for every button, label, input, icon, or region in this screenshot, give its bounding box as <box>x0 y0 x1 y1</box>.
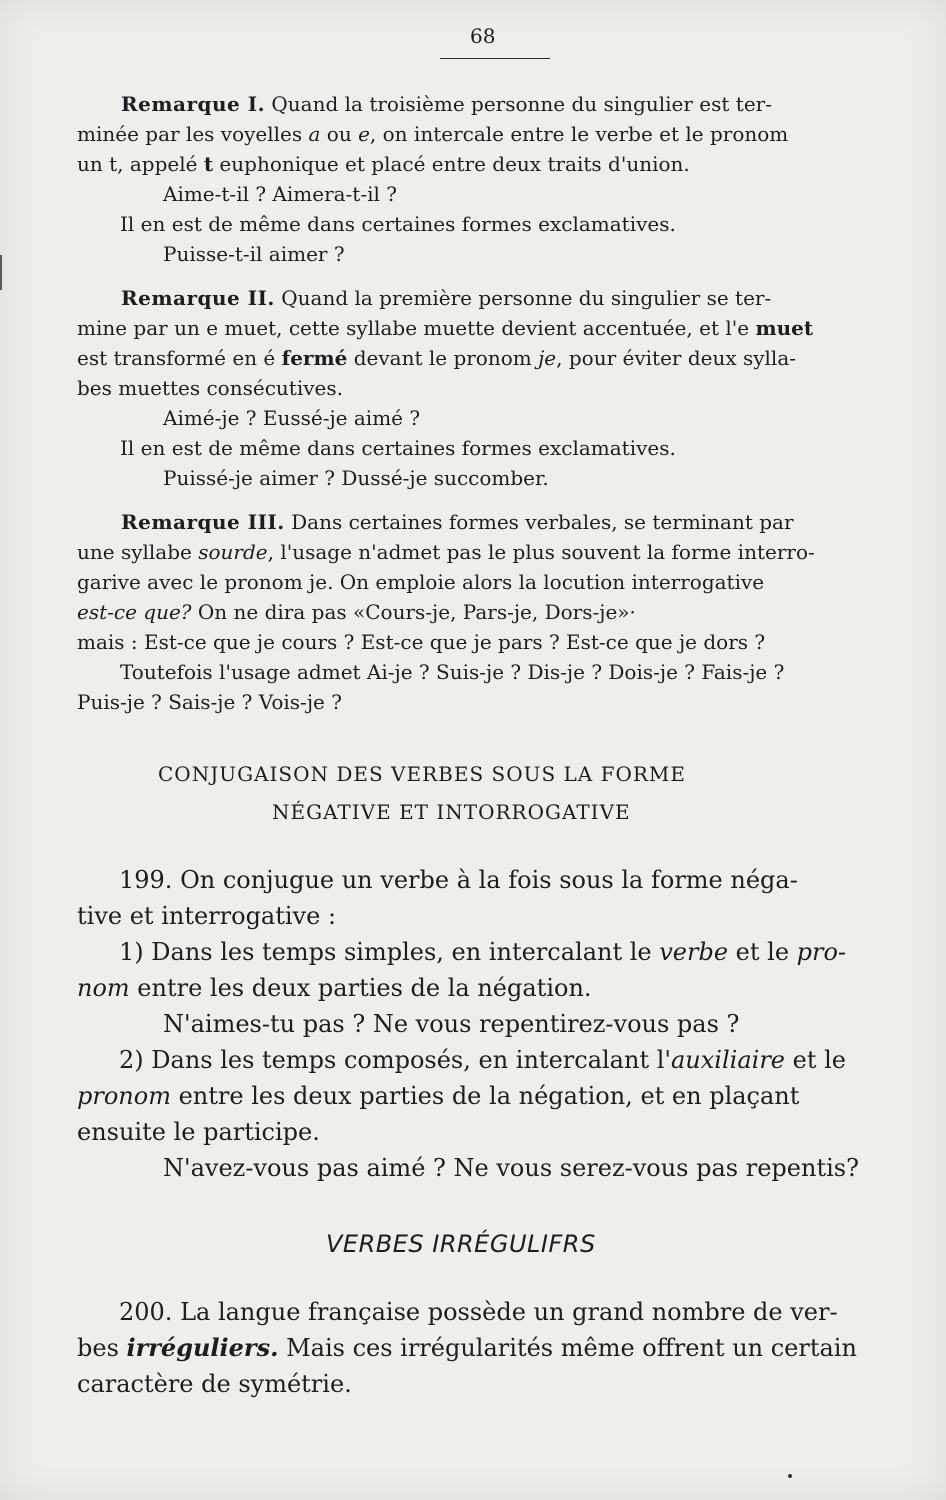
item-1-text-c: et le <box>728 938 797 966</box>
remark-1-text-3a: un t, appelé <box>77 152 204 176</box>
ink-speck <box>788 1474 792 1478</box>
item-2-line-1 <box>119 1046 846 1075</box>
remark-3-text-4b: On ne dira pas «Cours-je, Pars-je, Dors-je»· <box>191 600 636 624</box>
remark-2-example-1: Aimé-je ? Eussé-je aimé ? <box>163 406 421 430</box>
item-2-example: N'avez-vous pas aimé ? Ne vous serez-vous pas repentis? <box>163 1154 859 1182</box>
remark-1-text-1: Quand la troisième personne du singulier est ter- <box>271 92 772 116</box>
remark-1-euphonic-t: t <box>203 152 214 176</box>
item-2-pronom: pronom <box>77 1082 171 1110</box>
remark-1-example-2: Puisse-t-il aimer ? <box>163 242 345 266</box>
remark-3-sourde: sourde <box>198 540 268 564</box>
remark-1-line-2 <box>77 122 788 146</box>
paragraph-200-irreguliers: irréguliers. <box>126 1333 279 1362</box>
item-2-text-c: et le <box>785 1046 846 1074</box>
page-number-rule <box>440 58 550 59</box>
paragraph-200-line-1: 200. La langue française possède un grand nombre de ver- <box>119 1298 838 1326</box>
remark-2-text-2a: mine par un e muet, cette syllabe muette devient accentuée, et l'e <box>77 316 756 340</box>
remark-3-line-6: Toutefois l'usage admet Ai-je ? Suis-je ? Dis-je ? Dois-je ? Fais-je ? <box>120 660 785 684</box>
remark-3-line-4 <box>77 600 636 624</box>
remark-2-line-1 <box>121 286 771 310</box>
remark-2-text-1: Quand la première personne du singulier se ter- <box>281 286 772 310</box>
remark-2-line-5: Il en est de même dans certaines formes exclamatives. <box>120 436 676 460</box>
remark-2-muet: muet <box>755 316 814 340</box>
remark-1-text-3c: euphonique et placé entre deux traits d'union. <box>213 152 690 176</box>
remark-1-line-1 <box>121 92 772 116</box>
item-1-line-1 <box>119 938 846 967</box>
item-1-text-a: 1) Dans les temps simples, en intercalant le <box>119 938 660 966</box>
remark-2-line-3 <box>77 346 796 370</box>
remark-3-line-3: garive avec le pronom je. On emploie alors la locution interrogative <box>77 570 765 594</box>
conjugation-heading-line-2: NÉGATIVE ET INTORROGATIVE <box>272 800 631 824</box>
remark-3-line-1 <box>121 510 794 534</box>
item-1-example: N'aimes-tu pas ? Ne vous repentirez-vous pas ? <box>163 1010 740 1038</box>
remark-1-text-2a: minée par les voyelles <box>77 122 309 146</box>
remark-1-example-1: Aime-t-il ? Aimera-t-il ? <box>163 182 397 206</box>
item-1-text-2b: entre les deux parties de la négation. <box>129 974 592 1002</box>
conjugation-heading-line-1: CONJUGAISON DES VERBES SOUS LA FORME <box>158 762 687 786</box>
remark-3-label: Remarque III. <box>121 510 285 534</box>
remark-2-je: je <box>538 346 557 370</box>
remark-3-text-1: Dans certaines formes verbales, se terminant par <box>291 510 794 534</box>
paragraph-200-text-2c: Mais ces irrégularités même offrent un certain <box>278 1334 857 1362</box>
remark-1-line-3 <box>77 152 690 176</box>
item-1-verbe: verbe <box>659 938 729 966</box>
page-number: 68 <box>470 24 496 48</box>
paragraph-200-text-2a: bes <box>77 1334 127 1362</box>
remark-2-text-3c: devant le pronom <box>347 346 539 370</box>
paragraph-200-line-3: caractère de symétrie. <box>77 1370 352 1398</box>
remark-1-text-2c: ou <box>320 122 359 146</box>
remark-1-vowel-a: a <box>308 122 321 146</box>
remark-3-est-ce-que: est-ce que? <box>77 600 192 624</box>
remark-3-text-2c: , l'usage n'admet pas le plus souvent la forme interro- <box>267 540 815 564</box>
remark-2-ferme: fermé <box>281 346 348 370</box>
remark-3-line-2 <box>77 540 815 564</box>
remark-3-line-5: mais : Est-ce que je cours ? Est-ce que je pars ? Est-ce que je dors ? <box>77 630 766 654</box>
item-1-nom: nom <box>77 974 130 1002</box>
paragraph-199-line-2: tive et interrogative : <box>77 902 337 930</box>
remark-1-label: Remarque I. <box>121 92 266 116</box>
item-2-text-a: 2) Dans les temps composés, en intercalant l' <box>119 1046 671 1074</box>
remark-2-label: Remarque II. <box>121 286 275 310</box>
remark-3-text-2a: une syllabe <box>77 540 199 564</box>
remark-1-vowel-e: e <box>358 122 370 146</box>
remark-1-line-4: Il en est de même dans certaines formes exclamatives. <box>120 212 676 236</box>
item-1-pro: pro- <box>796 938 847 966</box>
remark-3-line-7: Puis-je ? Sais-je ? Vois-je ? <box>77 690 342 714</box>
item-2-text-2b: entre les deux parties de la négation, et en plaçant <box>170 1082 800 1110</box>
remark-2-line-4: bes muettes consécutives. <box>77 376 343 400</box>
item-2-line-3: ensuite le participe. <box>77 1118 320 1146</box>
paragraph-199-line-1: 199. On conjugue un verbe à la fois sous la forme néga- <box>119 866 798 894</box>
remark-2-line-2 <box>77 316 813 340</box>
remark-2-text-3a: est transformé en é <box>77 346 282 370</box>
remark-2-example-2: Puissé-je aimer ? Dussé-je succomber. <box>163 466 549 490</box>
scan-edge-mark <box>0 255 2 290</box>
paragraph-200-line-2 <box>77 1334 857 1363</box>
item-2-auxiliaire: auxiliaire <box>671 1046 785 1074</box>
irregular-verbs-title: VERBES IRRÉGULIFRS <box>326 1230 596 1258</box>
item-2-line-2 <box>77 1082 799 1111</box>
remark-1-text-2e: , on intercale entre le verbe et le pronom <box>369 122 789 146</box>
remark-2-text-3e: , pour éviter deux sylla- <box>556 346 797 370</box>
item-1-line-2 <box>77 974 592 1003</box>
